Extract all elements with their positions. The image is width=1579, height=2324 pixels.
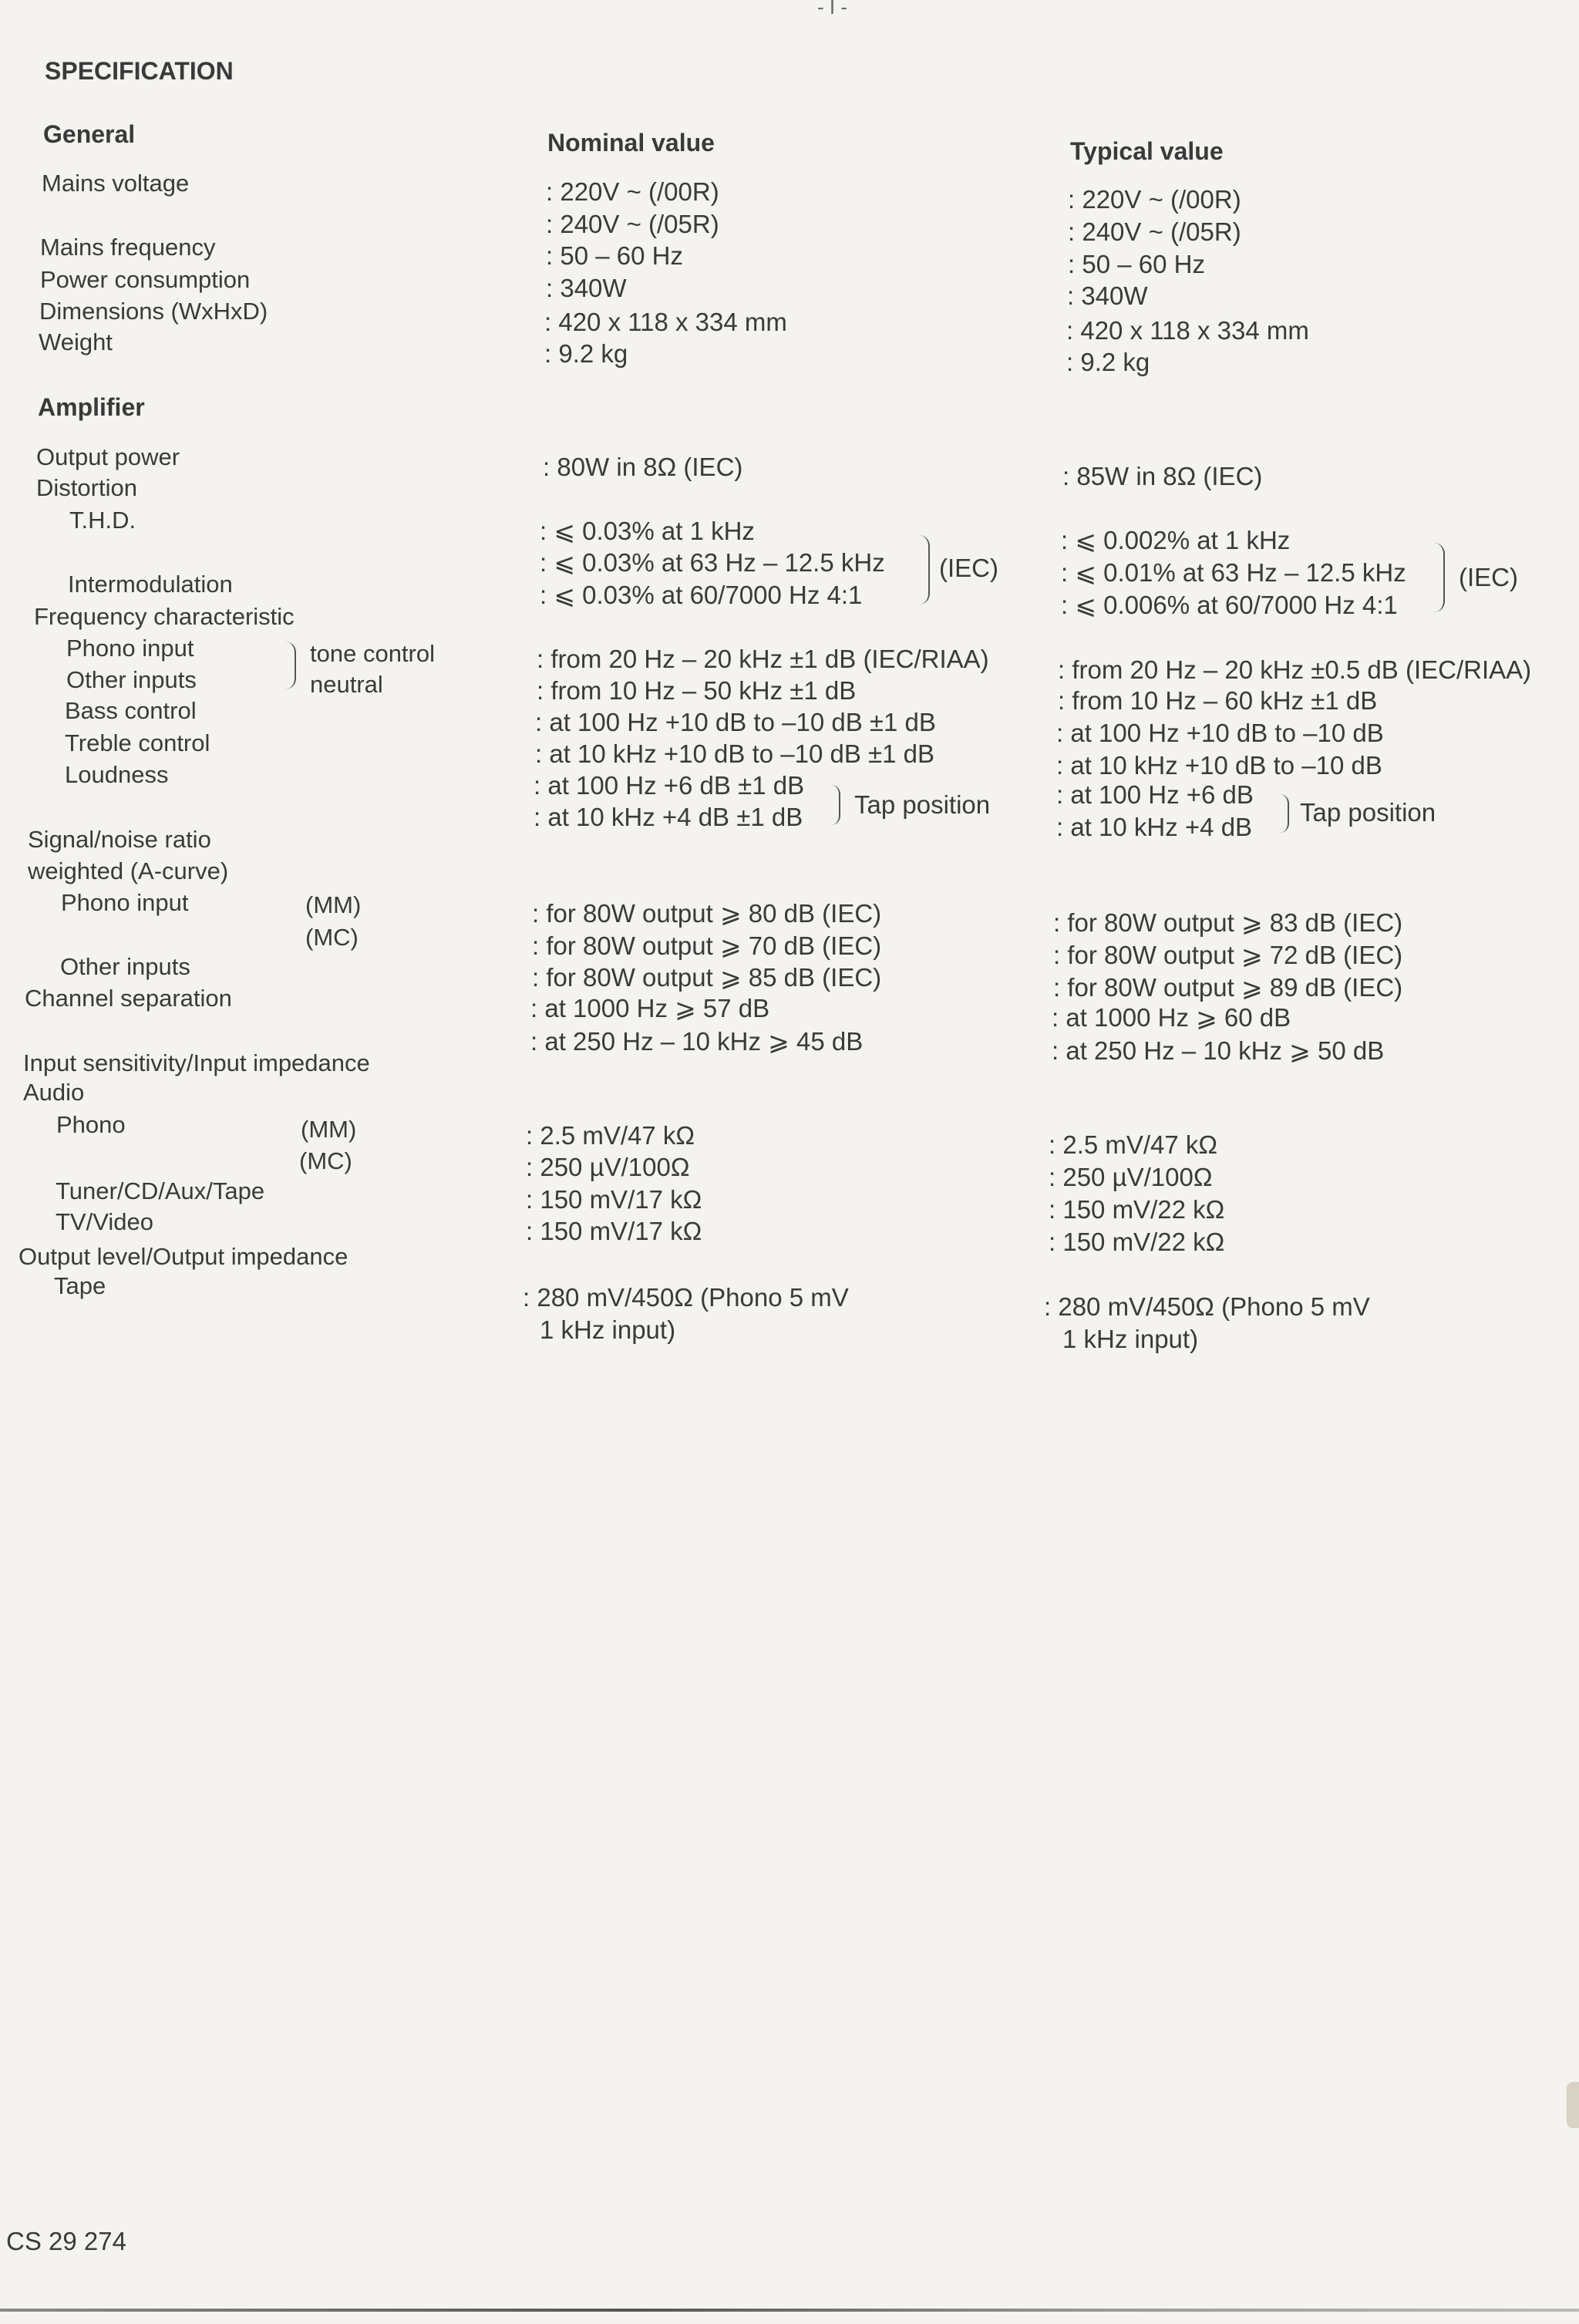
typical-voltage-00r: : 220V ~ (/00R) [1068, 185, 1241, 214]
label-snr-other-inputs: Other inputs [60, 953, 190, 980]
nominal-power: : 340W [546, 274, 627, 302]
typical-tap-position: Tap position [1300, 798, 1436, 827]
label-thd: T.H.D. [69, 507, 136, 534]
nominal-freq-phono: : from 20 Hz – 20 kHz ±1 dB (IEC/RIAA) [537, 645, 989, 673]
typical-freq-other: : from 10 Hz – 60 kHz ±1 dB [1058, 686, 1378, 715]
label-phono-mc: (MC) [299, 1147, 352, 1174]
typical-value-header: Typical value [1070, 137, 1224, 165]
page-edge-mark [1567, 2082, 1579, 2128]
label-snr-phono-input: Phono input [61, 889, 189, 916]
typical-treble-control: : at 10 kHz +10 dB to –10 dB [1056, 751, 1382, 780]
label-dimensions: Dimensions (WxHxD) [39, 298, 268, 325]
bottom-edge-rule [0, 2309, 1579, 2312]
typical-thd-range: : ⩽ 0.01% at 63 Hz – 12.5 kHz [1061, 558, 1406, 587]
nominal-phono-mm: : 2.5 mV/47 kΩ [526, 1121, 695, 1150]
nominal-separation-1khz: : at 1000 Hz ⩾ 57 dB [530, 994, 770, 1022]
nominal-output-power: : 80W in 8Ω (IEC) [543, 453, 743, 481]
label-distortion: Distortion [36, 474, 137, 501]
typical-phono-mm: : 2.5 mV/47 kΩ [1049, 1130, 1218, 1159]
nominal-weight: : 9.2 kg [544, 339, 628, 368]
label-neutral: neutral [310, 671, 383, 698]
page-number-mark: - I - [817, 0, 847, 19]
nominal-loudness-100hz: : at 100 Hz +6 dB ±1 dB [534, 771, 805, 800]
typical-power: : 340W [1067, 281, 1148, 310]
label-bass-control: Bass control [65, 697, 197, 724]
nominal-tuner: : 150 mV/17 kΩ [526, 1185, 702, 1214]
label-tone-control: tone control [310, 640, 435, 667]
typical-phono-mc: : 250 µV/100Ω [1049, 1163, 1213, 1191]
typical-iec-brace [1433, 543, 1445, 612]
typical-thd-1khz: : ⩽ 0.002% at 1 kHz [1061, 526, 1291, 554]
nominal-treble-control: : at 10 kHz +10 dB to –10 dB ±1 dB [535, 739, 935, 768]
nominal-tap-brace [831, 785, 840, 825]
label-snr-mm: (MM) [305, 891, 362, 918]
label-snr-mc: (MC) [305, 924, 359, 951]
nominal-dimensions: : 420 x 118 x 334 mm [544, 308, 787, 336]
nominal-bass-control: : at 100 Hz +10 dB to –10 dB ±1 dB [535, 708, 936, 736]
typical-snr-other: : for 80W output ⩾ 89 dB (IEC) [1053, 973, 1403, 1002]
label-tape: Tape [54, 1272, 106, 1299]
label-output-power: Output power [36, 443, 180, 470]
typical-frequency: : 50 – 60 Hz [1068, 250, 1205, 278]
typical-loudness-10khz: : at 10 kHz +4 dB [1056, 813, 1253, 841]
typical-voltage-05r: : 240V ~ (/05R) [1068, 217, 1241, 246]
label-signal-noise-ratio: Signal/noise ratio [28, 826, 211, 853]
document-code: CS 29 274 [6, 2227, 126, 2255]
nominal-voltage-00r: : 220V ~ (/00R) [546, 177, 719, 206]
typical-snr-mm: : for 80W output ⩾ 83 dB (IEC) [1053, 908, 1403, 937]
nominal-frequency: : 50 – 60 Hz [546, 241, 683, 270]
label-output-level: Output level/Output impedance [19, 1243, 348, 1270]
nominal-snr-other: : for 80W output ⩾ 85 dB (IEC) [532, 963, 882, 992]
typical-freq-phono: : from 20 Hz – 20 kHz ±0.5 dB (IEC/RIAA) [1058, 655, 1532, 684]
label-phono-mm: (MM) [301, 1116, 357, 1143]
typical-output-power: : 85W in 8Ω (IEC) [1062, 462, 1263, 490]
label-power-consumption: Power consumption [40, 266, 251, 293]
label-phono: Phono [56, 1111, 126, 1138]
label-mains-voltage: Mains voltage [42, 170, 190, 197]
nominal-freq-other: : from 10 Hz – 50 kHz ±1 dB [537, 676, 857, 705]
nominal-phono-mc: : 250 µV/100Ω [526, 1153, 690, 1181]
nominal-voltage-05r: : 240V ~ (/05R) [546, 210, 719, 238]
typical-separation-range: : at 250 Hz – 10 kHz ⩾ 50 dB [1052, 1036, 1385, 1065]
nominal-thd-iec: (IEC) [939, 554, 998, 582]
typical-tv-video: : 150 mV/22 kΩ [1049, 1228, 1225, 1256]
label-loudness: Loudness [65, 761, 169, 788]
label-weighted-a-curve: weighted (A-curve) [28, 857, 229, 884]
nominal-snr-mm: : for 80W output ⩾ 80 dB (IEC) [532, 899, 882, 928]
nominal-iec-brace [917, 535, 930, 605]
typical-tuner: : 150 mV/22 kΩ [1049, 1195, 1225, 1224]
nominal-tv-video: : 150 mV/17 kΩ [526, 1217, 702, 1245]
nominal-tape-output: : 280 mV/450Ω (Phono 5 mV [523, 1283, 849, 1312]
label-audio: Audio [23, 1079, 85, 1106]
typical-thd-iec: (IEC) [1459, 563, 1518, 591]
typical-tape-output-note: 1 kHz input) [1062, 1325, 1199, 1353]
amplifier-heading: Amplifier [38, 393, 145, 421]
nominal-separation-range: : at 250 Hz – 10 kHz ⩾ 45 dB [530, 1027, 864, 1056]
typical-dimensions: : 420 x 118 x 334 mm [1066, 316, 1309, 345]
label-mains-frequency: Mains frequency [40, 234, 216, 261]
label-channel-separation: Channel separation [25, 985, 232, 1012]
typical-weight: : 9.2 kg [1066, 348, 1150, 376]
label-weight: Weight [39, 328, 113, 355]
label-input-sensitivity: Input sensitivity/Input impedance [23, 1049, 370, 1076]
label-frequency-characteristic: Frequency characteristic [34, 603, 295, 630]
nominal-value-header: Nominal value [547, 129, 715, 157]
typical-loudness-100hz: : at 100 Hz +6 dB [1056, 780, 1254, 809]
general-heading: General [43, 120, 136, 148]
tone-control-brace [285, 642, 296, 689]
nominal-loudness-10khz: : at 10 kHz +4 dB ±1 dB [534, 803, 803, 831]
typical-separation-1khz: : at 1000 Hz ⩾ 60 dB [1052, 1003, 1291, 1032]
nominal-tap-position: Tap position [854, 790, 991, 819]
page-title: SPECIFICATION [45, 57, 234, 85]
label-treble-control: Treble control [65, 729, 210, 756]
typical-intermodulation: : ⩽ 0.006% at 60/7000 Hz 4:1 [1061, 591, 1398, 619]
label-intermodulation: Intermodulation [68, 571, 233, 598]
label-freq-other-inputs: Other inputs [66, 666, 197, 693]
nominal-tape-output-note: 1 kHz input) [540, 1315, 676, 1344]
label-tuner-cd-aux-tape: Tuner/CD/Aux/Tape [56, 1177, 265, 1204]
typical-tape-output: : 280 mV/450Ω (Phono 5 mV [1044, 1292, 1370, 1321]
typical-tap-brace [1280, 794, 1289, 833]
nominal-thd-1khz: : ⩽ 0.03% at 1 kHz [540, 517, 755, 545]
nominal-thd-range: : ⩽ 0.03% at 63 Hz – 12.5 kHz [540, 548, 885, 577]
nominal-intermodulation: : ⩽ 0.03% at 60/7000 Hz 4:1 [540, 581, 863, 609]
typical-bass-control: : at 100 Hz +10 dB to –10 dB [1056, 719, 1384, 747]
nominal-snr-mc: : for 80W output ⩾ 70 dB (IEC) [532, 931, 882, 960]
label-freq-phono-input: Phono input [66, 635, 194, 662]
label-tv-video: TV/Video [56, 1208, 153, 1235]
typical-snr-mc: : for 80W output ⩾ 72 dB (IEC) [1053, 941, 1403, 969]
